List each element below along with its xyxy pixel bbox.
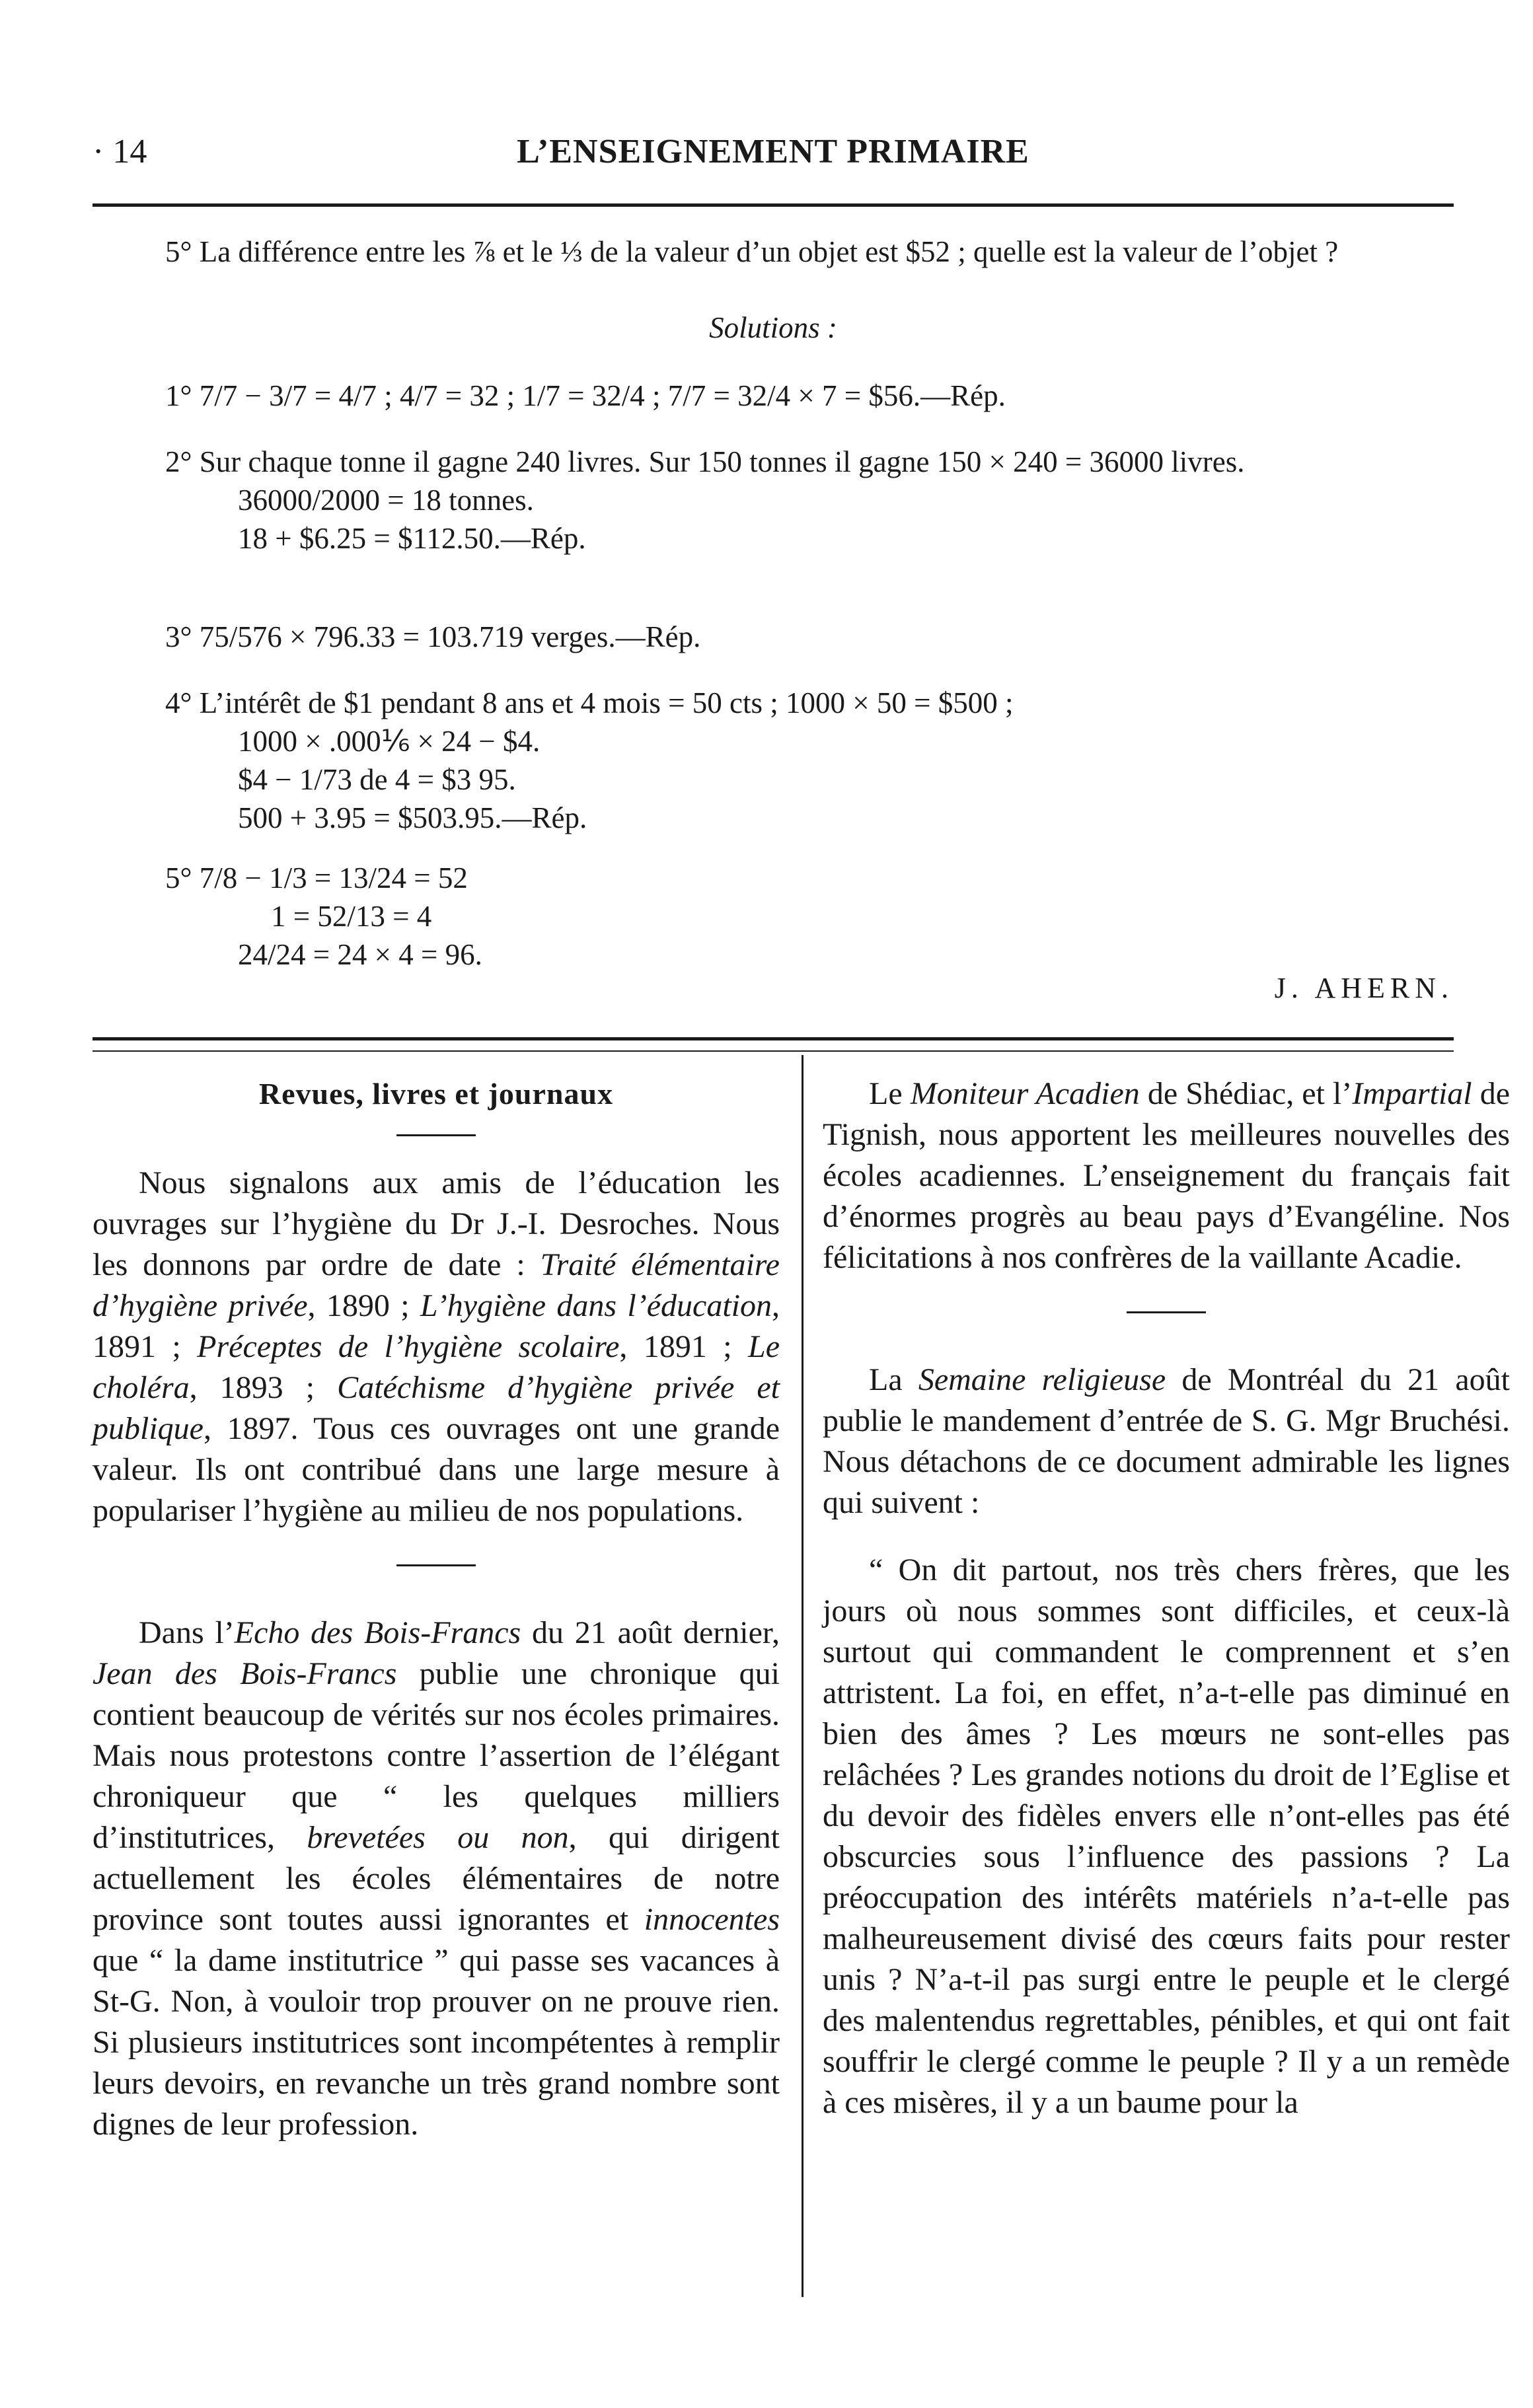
left-paragraph-2: Dans l’Echo des Bois-Francs du 21 août dernier, Jean des Bois-Francs publie une chronique qui contient beaucoup de vérités sur nos écoles primaires. Mais nous protestons contre l’assertion de l’élégant chroniqueur que “ les quelques milliers d’institutrices, brevetées ou non, qui dirigent actuellement les écoles élémentaires de notre province sont toutes aussi ignorantes et innocentes que “ la dame institutrice ” qui passe ses vacances à St-G. Non, à vouloir trop prouver on ne prouve rien. Si plusieurs institutrices sont incompétentes à remplir leurs devoirs, en revanche un très grand nombre sont dignes de leur profession. [93,1615,780,2142]
right-paragraph-3: “ On dit partout, nos très chers frères, que les jours où nous sommes sont difficiles, et ceux-là surtout qui commandent le comprennent et s’en attristent. La foi, en effet, n’a-t-elle pas diminué en bien des âmes ? Les mœurs ne sont-elles pas relâchées ? Les grandes notions du droit de l’Eglise et du devoir des fidèles envers elle n’ont-elles pas été obscurcies sous l’influence des passions ? La préoccupation des intérêts matériels n’a-t-elle pas malheureusement divisé des cœurs faits pour rester unis ? N’a-t-il pas surgi entre le peuple et le clergé des malentendus regrettables, pénibles, et qui ont fait souffrir le clergé comme le peuple ? Il y a un remède à ces misères, il y a un baume pour la [823,1552,1510,2120]
right-column [823,1074,1510,2123]
solution-5-line-2: 1 = 52/13 = 4 [271,900,432,933]
section-rule-thin [93,1050,1454,1052]
page-number: · 14 [93,133,147,170]
solution-4-line-4: 500 + 3.95 = $503.95.—Rép. [238,801,587,834]
solution-1 [165,377,1006,415]
solution-2-line-2: 36000/2000 = 18 tonnes. [238,484,534,517]
short-rule [396,1134,476,1136]
section-title: Revues, livres et journaux [258,1077,614,1111]
solution-2-line-3: 18 + $6.25 = $112.50.—Rép. [238,522,586,555]
left-paragraph-1: Nous signalons aux amis de l’éducation les ouvrages sur l’hygiène du Dr J.-I. Desroches. Nous les donnons par ordre de date : Traité élémentaire d’hygiène privée, 1890 ; L’hygiène dans l’éducation, 1891 ; Préceptes de l’hygiène scolaire, 1891 ; Le choléra, 1893 ; Catéchisme d’hygiène privée et publique, 1897. Tous ces ouvrages ont une grande valeur. Ils ont contribué dans une large mesure à populariser l’hygiène au milieu de nos populations. [93,1165,780,1528]
solution-1-line: 1° 7/7 − 3/7 = 4/7 ; 4/7 = 32 ; 1/7 = 32/4 ; 7/7 = 32/4 × 7 = $56.—Rép. [165,379,1006,412]
section-rule-thick [93,1037,1454,1040]
solution-4 [165,684,1014,837]
solution-4-line-3: $4 − 1/73 de 4 = $3 95. [238,763,516,796]
right-paragraph-2: La Semaine religieuse de Montréal du 21 août publie le mandement d’entrée de S. G. Mgr Bruchési. Nous détachons de ce document admirable les lignes qui suivent : [823,1362,1511,1520]
right-paragraph-1: Le Moniteur Acadien de Shédiac, et l’Impartial de Tignish, nous apportent les meilleures nouvelles des écoles acadiennes. L’enseignement du français fait d’énormes progrès au beau pays d’Evangéline. Nos félicitations à nos confrères de la vaillante Acadie. [823,1076,1511,1275]
solution-3 [165,618,700,656]
solution-4-line-2: 1000 × .000⅙ × 24 − $4. [238,725,541,758]
problem-statement [93,231,1454,272]
solution-4-line-1: 4° L’intérêt de $1 pendant 8 ans et 4 mois = 50 cts ; 1000 × 50 = $500 ; [165,686,1014,719]
solutions-heading: Solutions : [709,311,837,344]
solution-2 [93,443,1454,558]
running-title: L’ENSEIGNEMENT PRIMAIRE [517,133,1029,170]
header-rule [93,203,1454,207]
solution-5-line-1: 5° 7/8 − 1/3 = 13/24 = 52 [165,861,468,894]
solution-5 [165,859,482,974]
page-header [93,126,1454,178]
column-divider [802,1055,804,2297]
problem-text: 5° La différence entre les ⅞ et le ⅓ de la valeur d’un objet est $52 ; quelle est la valeur de l’objet ? [165,235,1339,268]
solution-5-line-3: 24/24 = 24 × 4 = 96. [238,938,482,971]
short-rule [1127,1311,1206,1313]
solution-3-line: 3° 75/576 × 796.33 = 103.719 verges.—Rép. [165,620,701,653]
solution-2-line-1: 2° Sur chaque tonne il gagne 240 livres. Sur 150 tonnes il gagne 150 × 240 = 36000 livres. [165,445,1245,478]
left-column [93,1074,780,2145]
author-signature: J. AHERN. [1274,972,1454,1004]
short-rule [396,1564,476,1566]
